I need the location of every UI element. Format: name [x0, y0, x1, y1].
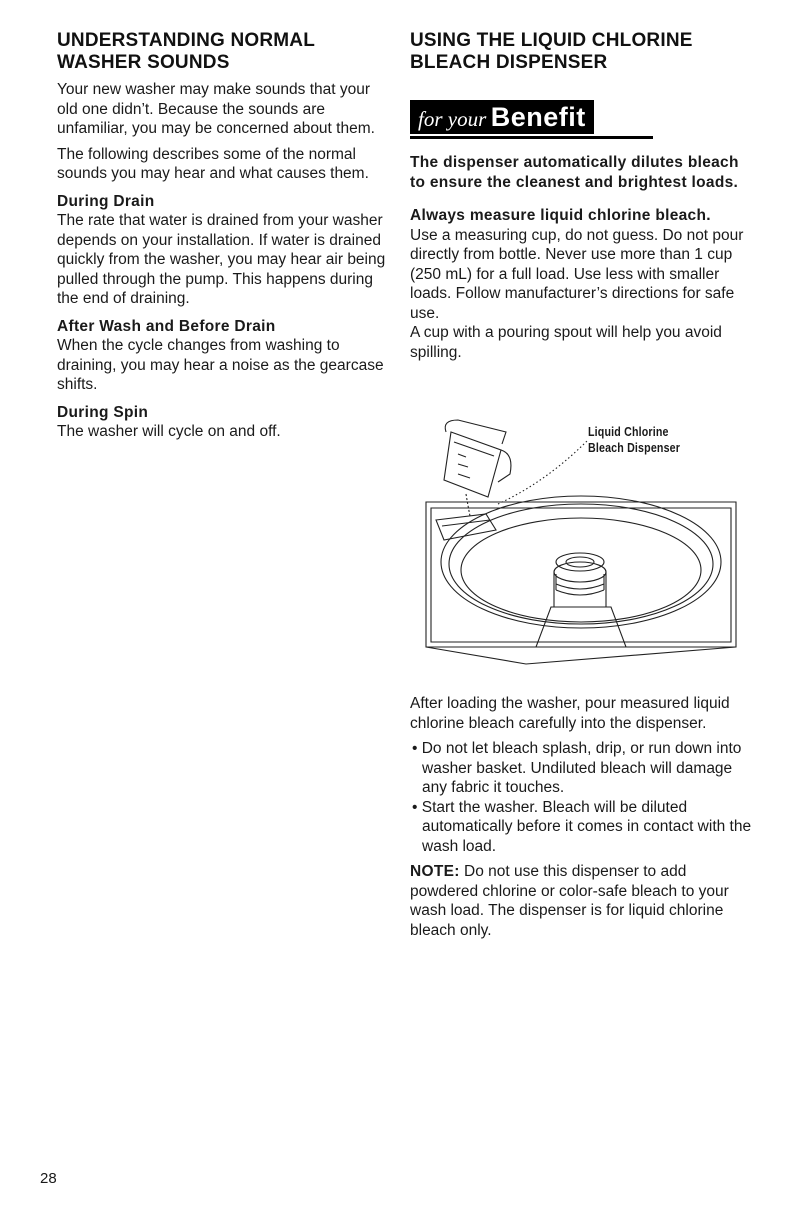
- during-drain-body: The rate that water is drained from your washer depends on your installation. If water is drained quickly from the washer, you may hear air being pulled through the pump. This happens during the end of draining.: [57, 212, 386, 307]
- after-wash-body: When the cycle changes from washing to draining, you may hear a noise as the gearcase shifts.: [57, 337, 384, 393]
- after-loading-text: After loading the washer, pour measured liquid chlorine bleach carefully into the dispenser.: [410, 695, 730, 732]
- cup-note: A cup with a pouring spout will help you avoid spilling.: [410, 324, 722, 361]
- measure-title: Always measure liquid chlorine bleach.: [410, 207, 711, 224]
- benefit-tagline: The dispenser automatically dilutes bleach to ensure the cleanest and brightest loads.: [410, 154, 739, 191]
- intro-paragraph-1: Your new washer may make sounds that your old one didn’t. Because the sounds are unfamiliar, you may be concerned about them.: [57, 81, 375, 137]
- note-paragraph: [410, 862, 755, 940]
- bleach-dispenser-heading: USING THE LIQUID CHLORINE BLEACH DISPENSER: [410, 30, 693, 73]
- bullet-item: • Do not let bleach splash, drip, or run down into washer basket. Undiluted bleach will damage any fabric it touches.: [412, 740, 742, 796]
- intro-paragraph-2: The following describes some of the normal sounds you may hear and what causes them.: [57, 145, 369, 182]
- page-number: 28: [40, 1170, 57, 1187]
- washer-dispenser-drawing: [406, 402, 746, 672]
- during-spin-title: During Spin: [57, 403, 149, 421]
- after-wash-title: After Wash and Before Drain: [57, 317, 276, 335]
- during-drain-title: During Drain: [57, 192, 155, 210]
- during-spin-body: The washer will cycle on and off.: [57, 423, 281, 440]
- bullet-text-1: Do not let bleach splash, drip, or run down into washer basket. Undiluted bleach will damage any fabric it touches.: [421, 740, 742, 796]
- for-your-benefit-banner: [410, 100, 652, 139]
- bullet-text-2: Start the washer. Bleach will be diluted automatically before it comes in contact with the wash load.: [421, 798, 752, 855]
- note-text: Do not use this dispenser to add powdered chlorine or color-safe bleach to your wash load. The dispenser is for liquid chlorine bleach only.: [410, 863, 729, 939]
- benefit-small-text: for your: [418, 107, 487, 131]
- benefit-big-text: Benefit: [490, 102, 586, 132]
- left-column: [57, 30, 387, 448]
- measure-body: Use a measuring cup, do not guess. Do not pour directly from bottle. Never use more than 1 cup (250 mL) for a full load. Use less with smaller loads. Follow manufacturer’s directions for safe use.: [410, 226, 744, 322]
- benefit-box: [410, 100, 594, 134]
- figure-label-line-2: Bleach Dispenser: [588, 440, 681, 455]
- benefit-rule: [410, 136, 653, 139]
- right-column: [410, 30, 755, 940]
- washer-sounds-heading: UNDERSTANDING NORMAL WASHER SOUNDS: [57, 30, 315, 73]
- dispenser-illustration: [406, 402, 746, 672]
- figure-label-line-1: Liquid Chlorine: [588, 424, 669, 439]
- note-label: NOTE:: [410, 863, 460, 880]
- bullet-item: • Start the washer. Bleach will be diluted automatically before it comes in contact with the wash load.: [412, 798, 752, 855]
